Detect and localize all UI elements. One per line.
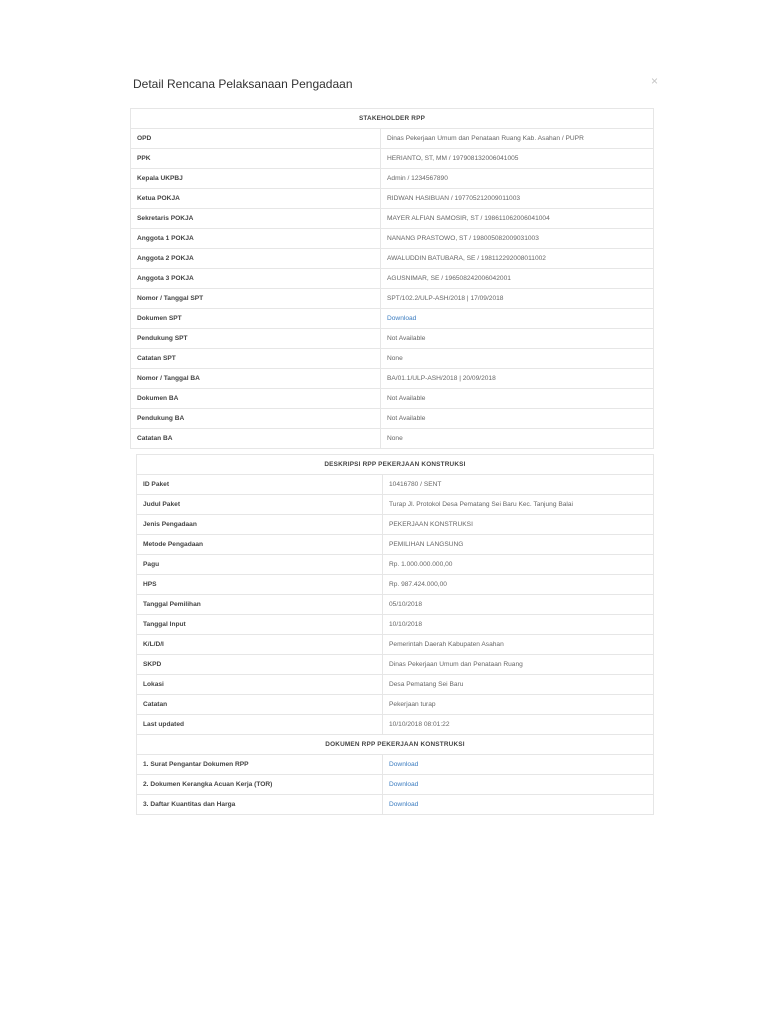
stakeholder-row-label: Pendukung BA [131,409,381,429]
stakeholder-row-value: Admin / 1234567890 [381,169,654,189]
deskripsi-table [136,454,654,815]
download-link[interactable]: Download [389,801,419,808]
deskripsi-row [137,515,654,535]
deskripsi-row-value: Rp. 1.000.000.000,00 [383,555,654,575]
dokumen-header: DOKUMEN RPP PEKERJAAN KONSTRUKSI [137,735,654,755]
deskripsi-row-label: Lokasi [137,675,383,695]
stakeholder-row-label: Nomor / Tanggal SPT [131,289,381,309]
stakeholder-row-label: Ketua POKJA [131,189,381,209]
deskripsi-row-value: Desa Pematang Sei Baru [383,675,654,695]
deskripsi-row-value: 10416780 / SENT [383,475,654,495]
stakeholder-row-value: Not Available [381,329,654,349]
stakeholder-row-label: PPK [131,149,381,169]
deskripsi-row [137,575,654,595]
stakeholder-row-label: Nomor / Tanggal BA [131,369,381,389]
deskripsi-row-label: Catatan [137,695,383,715]
rpp-detail-modal [124,70,662,830]
stakeholder-header: STAKEHOLDER RPP [131,109,654,129]
deskripsi-row-label: Tanggal Input [137,615,383,635]
stakeholder-row [131,249,654,269]
deskripsi-row [137,635,654,655]
deskripsi-row-value: PEMILIHAN LANGSUNG [383,535,654,555]
stakeholder-row [131,229,654,249]
dokumen-row [137,795,654,815]
deskripsi-row-label: Last updated [137,715,383,735]
deskripsi-row-value: Pekerjaan turap [383,695,654,715]
stakeholder-row-value: None [381,349,654,369]
stakeholder-row [131,309,654,329]
stakeholder-row-value: Dinas Pekerjaan Umum dan Penataan Ruang Kab. Asahan / PUPR [381,129,654,149]
stakeholder-row-label: Catatan SPT [131,349,381,369]
dokumen-row-label: 2. Dokumen Kerangka Acuan Kerja (TOR) [137,775,383,795]
stakeholder-row-value: NANANG PRASTOWO, ST / 198005082009031003 [381,229,654,249]
dokumen-row-value [383,775,654,795]
stakeholder-row [131,269,654,289]
stakeholder-row-label: OPD [131,129,381,149]
deskripsi-row [137,655,654,675]
modal-title: Detail Rencana Pelaksanaan Pengadaan [133,77,353,91]
stakeholder-row [131,289,654,309]
stakeholder-row-value: Not Available [381,409,654,429]
stakeholder-row-value: AGUSNIMAR, SE / 196508242006042001 [381,269,654,289]
stakeholder-row [131,409,654,429]
deskripsi-row-value: Rp. 987.424.000,00 [383,575,654,595]
stakeholder-row-label: Catatan BA [131,429,381,449]
close-icon[interactable]: × [650,74,658,88]
stakeholder-row-label: Anggota 2 POKJA [131,249,381,269]
dokumen-row-value [383,755,654,775]
modal-header [124,70,662,100]
stakeholder-row [131,149,654,169]
deskripsi-header: DESKRIPSI RPP PEKERJAAN KONSTRUKSI [137,455,654,475]
deskripsi-row [137,475,654,495]
deskripsi-row-label: Jenis Pengadaan [137,515,383,535]
dokumen-row-label: 1. Surat Pengantar Dokumen RPP [137,755,383,775]
deskripsi-row [137,595,654,615]
stakeholder-row-value: RIDWAN HASIBUAN / 197705212009011003 [381,189,654,209]
stakeholder-section [130,108,654,449]
deskripsi-row [137,715,654,735]
stakeholder-row [131,369,654,389]
deskripsi-row-value: Pemerintah Daerah Kabupaten Asahan [383,635,654,655]
deskripsi-row-label: K/L/D/I [137,635,383,655]
deskripsi-row [137,555,654,575]
stakeholder-row [131,329,654,349]
stakeholder-row-value: AWALUDDIN BATUBARA, SE / 198112292008011002 [381,249,654,269]
stakeholder-row [131,209,654,229]
stakeholder-row-label: Kepala UKPBJ [131,169,381,189]
deskripsi-row [137,695,654,715]
deskripsi-row-label: Pagu [137,555,383,575]
deskripsi-row-value: 05/10/2018 [383,595,654,615]
stakeholder-row-value: BA/01.1/ULP-ASH/2018 | 20/09/2018 [381,369,654,389]
stakeholder-row-value: HERIANTO, ST, MM / 197908132006041005 [381,149,654,169]
stakeholder-row [131,189,654,209]
stakeholder-row [131,349,654,369]
deskripsi-row-value: 10/10/2018 [383,615,654,635]
deskripsi-row-label: Tanggal Pemilihan [137,595,383,615]
stakeholder-row-label: Pendukung SPT [131,329,381,349]
dokumen-row-value [383,795,654,815]
stakeholder-row-label: Dokumen BA [131,389,381,409]
deskripsi-row [137,615,654,635]
stakeholder-row-label: Sekretaris POKJA [131,209,381,229]
deskripsi-row-label: HPS [137,575,383,595]
deskripsi-row [137,535,654,555]
stakeholder-table [130,108,654,449]
stakeholder-row [131,129,654,149]
deskripsi-row-value: Turap Jl. Protokol Desa Pematang Sei Baru Kec. Tanjung Balai [383,495,654,515]
download-link[interactable]: Download [389,781,419,788]
stakeholder-row-value: MAYER ALFIAN SAMOSIR, ST / 198611062006041004 [381,209,654,229]
deskripsi-row-value: Dinas Pekerjaan Umum dan Penataan Ruang [383,655,654,675]
stakeholder-row-label: Dokumen SPT [131,309,381,329]
stakeholder-row-label: Anggota 3 POKJA [131,269,381,289]
stakeholder-row-value [381,309,654,329]
stakeholder-row-value: None [381,429,654,449]
stakeholder-row-value: SPT/102.2/ULP-ASH/2018 | 17/09/2018 [381,289,654,309]
stakeholder-row [131,429,654,449]
deskripsi-row-value: 10/10/2018 08:01:22 [383,715,654,735]
stakeholder-row [131,389,654,409]
deskripsi-row-label: Metode Pengadaan [137,535,383,555]
download-link[interactable]: Download [389,761,419,768]
stakeholder-row-value: Not Available [381,389,654,409]
deskripsi-row [137,495,654,515]
deskripsi-row-value: PEKERJAAN KONSTRUKSI [383,515,654,535]
stakeholder-row-label: Anggota 1 POKJA [131,229,381,249]
dokumen-row-label: 3. Daftar Kuantitas dan Harga [137,795,383,815]
deskripsi-row-label: SKPD [137,655,383,675]
stakeholder-row [131,169,654,189]
deskripsi-row [137,675,654,695]
deskripsi-dokumen-section [136,454,654,815]
download-link[interactable]: Download [387,315,417,322]
deskripsi-row-label: ID Paket [137,475,383,495]
deskripsi-row-label: Judul Paket [137,495,383,515]
dokumen-row [137,775,654,795]
dokumen-row [137,755,654,775]
